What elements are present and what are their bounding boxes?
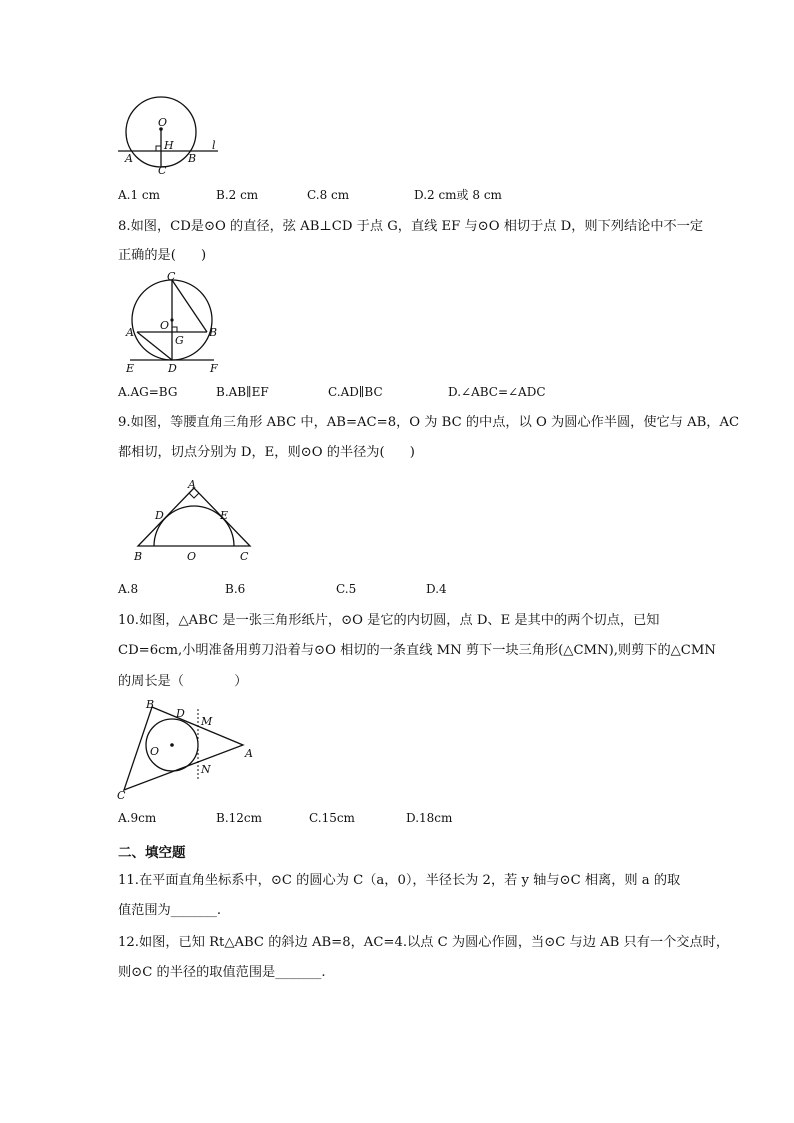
q8-stem-line1: 8.如图，CD是⊙O 的直径，弦 AB⊥CD 于点 G，直线 EF 与⊙O 相切于点 D，则下列结论中不一定 [118,219,704,234]
q8-options [118,384,618,400]
q9-option-d[interactable]: D.4 [426,582,447,596]
q9-label-d: D [155,509,164,522]
q7-options [118,187,618,203]
q10-figure [112,695,262,805]
section-title-fill-in: 二、填空题 [118,845,186,861]
q9-right-angle-mark [189,493,199,498]
q7-label-c: C [158,164,167,177]
q8-segment-bc [172,280,207,332]
q9-option-b[interactable]: B.6 [225,582,246,596]
q8-label-e: E [126,362,135,375]
q9-option-a[interactable]: A.8 [118,582,139,596]
q10-options [118,810,618,826]
q7-label-l: l [212,139,216,152]
q7-label-a: A [125,152,133,165]
q8-label-a: A [126,326,134,339]
q8-center-dot [170,318,173,321]
q9-figure [128,476,260,566]
q11-stem-line2: 值范围为_______. [118,903,222,918]
q8-label-o: O [160,319,170,332]
q8-label-d: D [168,362,177,375]
q9-option-c[interactable]: C.5 [336,582,357,596]
q10-center-dot [170,743,174,747]
q10-label-n: N [201,763,211,776]
q7-label-b: B [188,152,197,165]
q8-option-b[interactable]: B.AB∥EF [216,385,269,399]
q10-label-b: B [146,698,155,711]
q10-stem-line1: 10.如图，△ABC 是一张三角形纸片，⊙O 是它的内切圆，点 D、E 是其中的两个切点，已知 [118,613,660,628]
q10-option-d[interactable]: D.18cm [406,811,453,825]
q8-option-c[interactable]: C.AD∥BC [328,385,383,399]
q8-label-g: G [175,334,184,347]
q7-right-angle-mark [156,146,161,151]
q8-label-b: B [209,326,218,339]
q7-option-b[interactable]: B.2 cm [216,188,259,202]
q7-label-h: H [164,139,174,152]
q7-option-a[interactable]: A.1 cm [118,188,161,202]
q8-option-a[interactable]: A.AG=BG [118,385,178,399]
q9-options [118,581,618,597]
q9-stem-line2: 都相切，切点分别为 D，E，则⊙O 的半径为( ) [118,445,415,460]
q8-option-d[interactable]: D.∠ABC=∠ADC [448,385,546,399]
q9-label-o: O [187,550,197,563]
q9-label-a: A [188,478,196,491]
q8-right-angle-mark [172,327,177,332]
q8-stem-line2: 正确的是( ) [118,248,207,263]
q7-option-d[interactable]: D.2 cm或 8 cm [414,188,502,202]
q11-stem-line1: 11.在平面直角坐标系中，⊙C 的圆心为 C（a，0），半径长为 2，若 y 轴与⊙C 相离，则 a 的取 [118,873,681,888]
q10-stem-line3: 的周长是（ ） [118,674,248,689]
q7-label-o: O [158,116,168,129]
q10-label-o: O [150,745,160,758]
q9-stem-line1: 9.如图，等腰直角三角形 ABC 中，AB=AC=8，O 为 BC 的中点，以 O 为圆心作半圆，使它与 AB，AC [118,415,740,430]
q9-label-b: B [134,550,143,563]
q12-stem-line2: 则⊙C 的半径的取值范围是_______. [118,965,326,980]
q10-option-c[interactable]: C.15cm [309,811,355,825]
q8-figure [120,270,230,376]
q10-label-d: D [176,707,185,720]
q10-label-c: C [117,789,126,802]
q10-option-b[interactable]: B.12cm [216,811,263,825]
q9-label-e: E [220,509,229,522]
q7-option-c[interactable]: C.8 cm [307,188,350,202]
q10-option-a[interactable]: A.9cm [118,811,157,825]
q8-label-c: C [167,270,176,283]
q8-label-f: F [210,362,218,375]
q9-label-c: C [240,550,249,563]
q10-label-m: M [201,715,213,728]
q10-stem-line2: CD=6cm,小明准备用剪刀沿着与⊙O 相切的一条直线 MN 剪下一块三角形(△CMN),则剪下的△CMN [118,643,716,658]
q7-figure [116,94,226,177]
q12-stem-line1: 12.如图，已知 Rt△ABC 的斜边 AB=8，AC=4.以点 C 为圆心作圆，当⊙C 与边 AB 只有一个交点时， [118,935,730,950]
q10-label-a: A [245,747,253,760]
